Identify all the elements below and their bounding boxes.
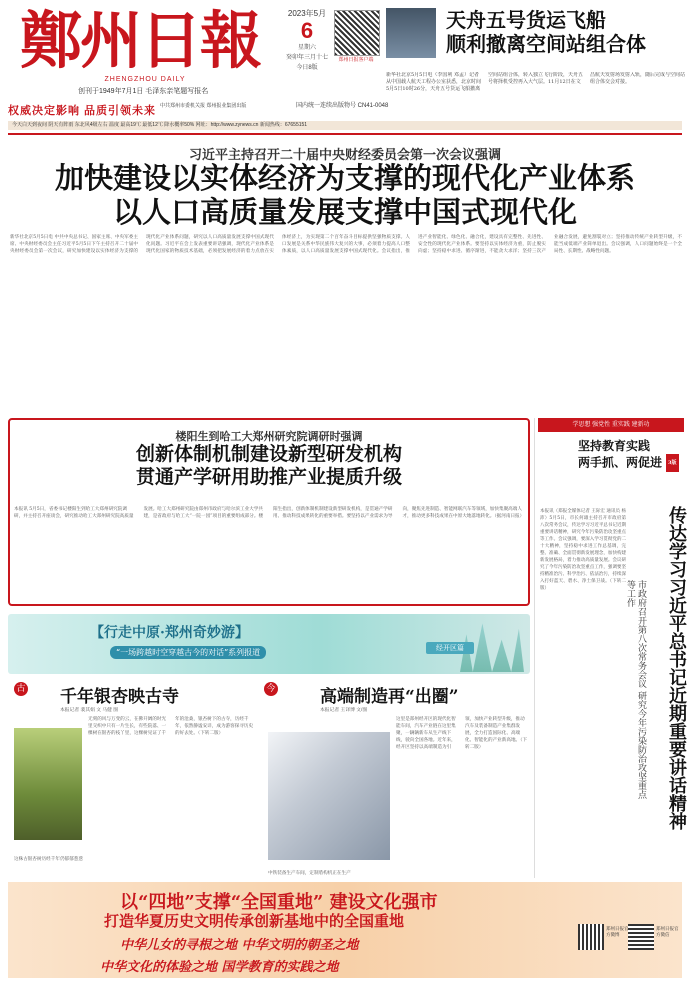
story2-body: 这里是郑州经开区的现代化智能车间，汽车产业链在这里集聚，一辆辆新车从生产线下线，驶向全国各地。近年来，经开区坚持以高端制造为引领，加快产业转型升级，推动汽车及装备制造产业集群发展，全力打造国际化、高端化、智能化的产业新高地。（下转二版） <box>396 717 528 750</box>
masthead-pinyin: ZHENGZHOU DAILY <box>104 76 186 83</box>
ginkgo-photo <box>14 728 82 840</box>
qr-code-icon[interactable] <box>334 10 380 56</box>
story1-title[interactable]: 千年银杏映古寺 <box>60 687 179 707</box>
date-block <box>284 8 330 73</box>
slogan: 权威决定影响 品质引领未来 <box>8 105 157 117</box>
top-story-body: 新华社北京5月5日电（李国利 邓孟）记者从中国载人航天工程办公室获悉，北京时间5月5日10时26分，天舟五号货运飞船撤离空间站组合体，转入独立飞行阶段，天舟五号将择机受控再入大气层。11月12日在文昌航天发射场发射入轨，随后完成与空间站组合体交会对接。 <box>386 72 686 92</box>
sidebar-page-tag: 3版 <box>666 454 678 472</box>
factory-photo <box>268 732 390 860</box>
story1-badge: 古 <box>14 682 28 696</box>
second-kicker: 楼阳生到哈工大郑州研究院调研时强调 <box>175 430 363 443</box>
cn-number: 国内统一连续出版物号 CN41-0048 <box>296 103 389 109</box>
lead-kicker: 习近平主持召开二十届中央财经委员会第一次会议强调 <box>188 148 501 163</box>
founded-line: 创刊于1949年7月1日 毛泽东亲笔题写报名 <box>78 88 209 95</box>
story1-body: 无刻的风与万变的云，在佛开阔的时光里交织中只有一片生长，有些院落、一棵树在银杏的枝丫里，这棵树见证了千年的沧桑，银杏树下的古寺，历经千年，依然静谧安详，成为游客探寻历史的好去处。（下转二版） <box>88 717 254 736</box>
second-headline-1[interactable]: 创新体制机制建设新型研发机构 <box>135 443 402 465</box>
top-story-title-1[interactable]: 天舟五号货运飞船 <box>446 8 606 32</box>
story2-title[interactable]: 高端制造再“出圈” <box>320 687 459 707</box>
sidebar-bar: 学思想 强党性 重实践 建新功 <box>538 418 684 432</box>
sidebar-title-2-wrap[interactable] <box>538 454 684 472</box>
date-pages: 今日8版 <box>296 65 318 71</box>
second-body: 本报讯 5月5日，省委书记楼阳生到哈工大郑州研究院调研，并主持召开座谈会，研究推动哈工大郑州研究院高质量发展。哈工大郑州研究院由郑州市政府与哈尔滨工业大学共建，是省政府与哈工大“一院一园”项目的重要组成部分。楼阳生指出，创新体制机制建设新型研发机构，是贯通产学研用、推动科技成果转化的重要举措。要坚持以产业需求为导向，聚焦先进制造、智能网联汽车等领域，加快集聚高端人才，推动更多科技成果在中原大地落地转化。（据河南日报） <box>14 507 524 519</box>
right-column-headline[interactable]: 传达学习习近平总书记近期重要讲话精神 <box>666 506 687 830</box>
publisher-info: 中共郑州市委机关报 郑州报业集团出版 <box>160 103 247 109</box>
weather-bar: 今天白天到夜间 阴天有阵雨 东北风4级左右 温度 最高19℃ 最低12℃ 降水概率50% 网址：http://www.zynews.cn 新闻热线：67655151 <box>8 121 682 130</box>
right-column-subhead: 市政府召开第八次常务会议 研究今年污染防治攻坚重点等工作 <box>625 580 646 799</box>
weibo-qr-icon[interactable] <box>578 924 604 950</box>
second-headline[interactable] <box>8 443 530 489</box>
second-headline-2[interactable]: 贯通产学研用助推产业提质升级 <box>135 466 402 488</box>
banner-line-2: 打造华夏历史文明传承创新基地中的全国重地 <box>104 912 405 930</box>
lead-body: 新华社北京5月5日电 中共中央总书记、国家主席、中央军委主席、中央财经委员会主任习近平5月5日下午主持召开二十届中央财经委员会第一次会议，研究加快建设以实体经济为支撑的现代化产业体系问题，研究以人口高质量发展支撑中国式现代化问题。习近平在会上发表重要讲话强调，现代化产业体系是现代化国家的物质技术基础，必须把发展经济的着力点放在实体经济上，为实现第二个百年奋斗目标提供坚强物质支撑。人口发展是关系中华民族伟大复兴的大事，必须着力提高人口整体素质，以人口高质量发展支撑中国式现代化。会议指出，推进产业智能化、绿色化、融合化，建设具有完整性、先进性、安全性的现代化产业体系。要坚持以实体经济为重，防止脱实向虚；坚持稳中求进、循序渐进，不能贪大求洋；坚持三次产业融合发展，避免割裂对立；坚持推动传统产业转型升级，不能当成低端产业简单退出。会议强调，人口问题始终是一个全局性、长期性、战略性问题。 <box>10 235 682 254</box>
weibo-qr-caption: 郑州日报官方微博 <box>606 926 629 937</box>
divider-rule <box>8 133 682 135</box>
feature-subtitle: “一场跨越时空穿越古今的对话”系列报道 <box>110 646 266 659</box>
column-divider <box>534 418 535 878</box>
banner-line-3: 中华儿女的寻根之地 中华文明的朝圣之地 <box>120 938 359 953</box>
feature-title[interactable]: 【行走中原·郑州奇妙游】 <box>90 625 249 641</box>
story2-byline: 本报记者 王译博 文/图 <box>320 708 368 713</box>
lead-headline[interactable] <box>0 161 690 229</box>
wechat-qr-caption: 郑州日报官方微信 <box>656 926 679 937</box>
story2-badge: 今 <box>264 682 278 696</box>
lead-headline-2[interactable]: 以人口高质量发展支撑中国式现代化 <box>112 195 577 229</box>
masthead-logo: 鄭州日報 <box>20 4 261 77</box>
feature-tag: 经开区篇 <box>426 642 474 654</box>
sidebar-title-1[interactable]: 坚持教育实践 <box>578 439 651 453</box>
qr-caption: 郑州日报客户端 <box>338 57 374 63</box>
date-weekday: 星期六 <box>297 45 316 51</box>
story2-caption: 中铁装备生产车间，定制盾构机正在生产 <box>268 870 351 875</box>
masthead <box>20 6 270 82</box>
sidebar[interactable] <box>538 418 684 472</box>
right-column-body: 本报讯（郑报全媒体记者 王际宏 通讯员 杨沛）5月5日，市长何雄主持召开市政府第八次常务会议，传达学习习近平总书记近期重要讲话精神，研究今年污染防治攻坚重点等工作。会议强调，要深入学习贯彻党的二十大精神，坚持稳中求进工作总基调，完整、准确、全面贯彻新发展理念，加快构建新发展格局，着力推动高质量发展。会议研究了今年污染防治攻坚重点工作，强调要坚持精准治污、科学治污、依法治污，持续深入打好蓝天、碧水、净土保卫战。（下转二版） <box>540 509 626 591</box>
story1-byline: 本报记者 裴其娟 文 马健 图 <box>60 708 119 713</box>
banner-line-4: 中华文化的体验之地 国学教育的实践之地 <box>100 960 339 975</box>
banner-line-1: 以“四地”支撑“全国重地” 建设文化强市 <box>120 892 438 913</box>
story1-caption: 这株古银杏树历经千年仍郁郁葱葱 <box>14 856 83 861</box>
sidebar-title-2[interactable]: 两手抓、两促进 <box>578 455 663 470</box>
top-story-title-2[interactable]: 顺利撤离空间站组合体 <box>446 32 646 56</box>
wechat-qr-icon[interactable] <box>628 924 654 950</box>
date-day: 6 <box>300 18 314 43</box>
date-lunar: 癸卯年三月十七 <box>285 55 328 61</box>
lead-headline-1[interactable]: 加快建设以实体经济为支撑的现代化产业体系 <box>54 161 635 195</box>
date-year-month: 2023年5月 <box>287 9 327 18</box>
